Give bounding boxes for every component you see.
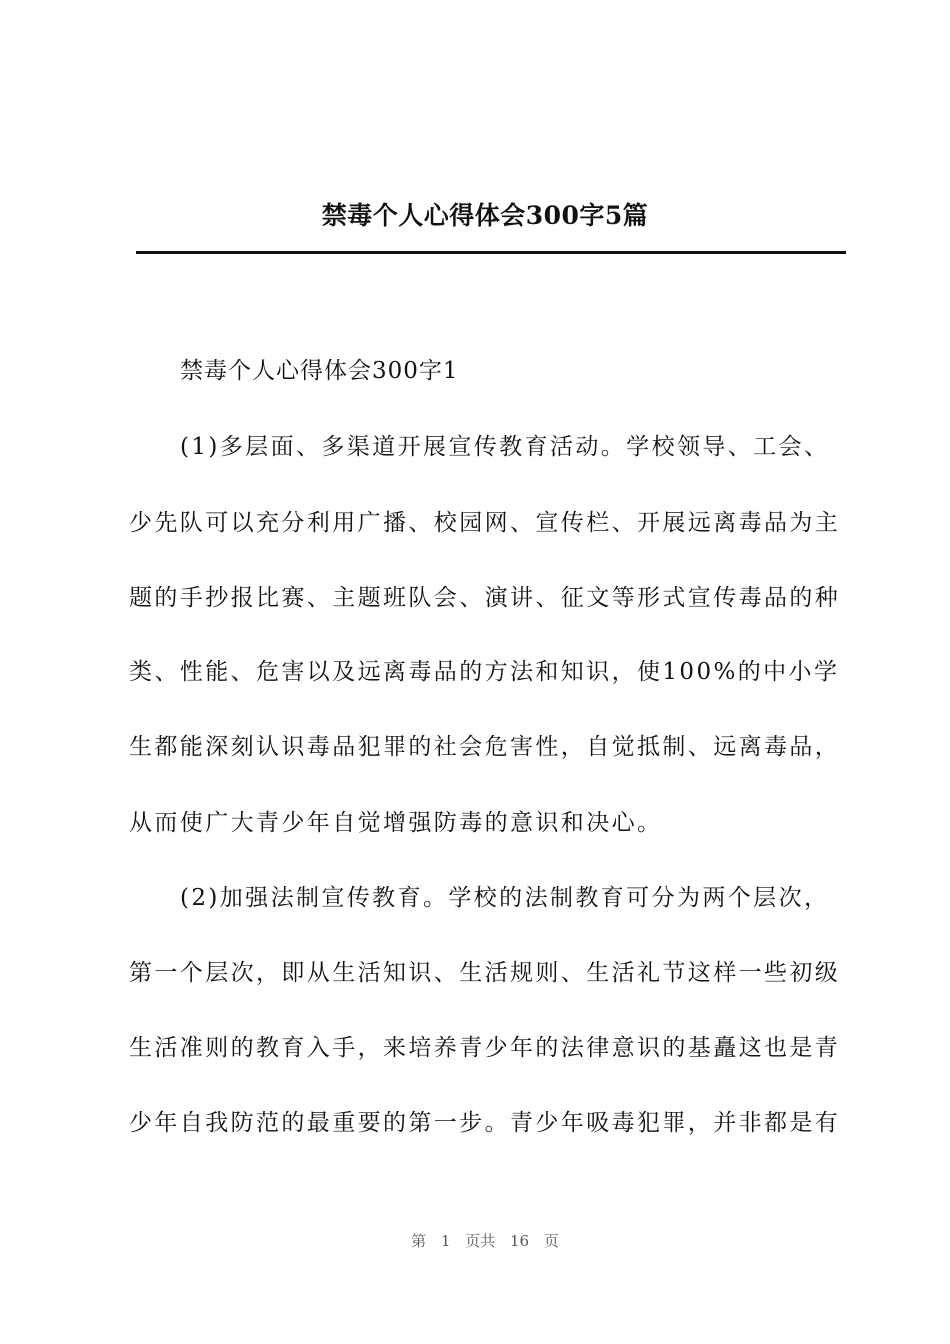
paragraph-line: 从而使广大青少年自觉增强防毒的意识和决心。 [129, 810, 663, 836]
paragraph-line: 生都能深刻认识毒品犯罪的社会危害性，自觉抵制、远离毒品， [129, 734, 841, 760]
paragraph-line: 题的手抄报比赛、主题班队会、演讲、征文等形式宣传毒品的种 [129, 585, 841, 611]
page-footer: 第 1 页共 16 页 [411, 1232, 559, 1250]
paragraph-line: 生活准则的教育入手，来培养青少年的法律意识的基矗这也是青 [129, 1035, 841, 1061]
paragraph-line: 第一个层次，即从生活知识、生活规则、生活礼节这样一些初级 [129, 960, 841, 986]
section-heading: 禁毒个人心得体会300字1 [180, 358, 459, 384]
paragraph-line: (2)加强法制宣传教育。学校的法制教育可分为两个层次， [180, 885, 830, 911]
paragraph-line: 少先队可以充分利用广播、校园网、宣传栏、开展远离毒品为主 [129, 510, 841, 536]
title-divider [136, 251, 846, 254]
paragraph-line: (1)多层面、多渠道开展宣传教育活动。学校领导、工会、 [180, 434, 830, 460]
page-title: 禁毒个人心得体会300字5篇 [321, 201, 649, 230]
paragraph-line: 少年自我防范的最重要的第一步。青少年吸毒犯罪，并非都是有 [129, 1110, 841, 1136]
paragraph-line: 类、性能、危害以及远离毒品的方法和知识，使100%的中小学 [129, 659, 840, 685]
